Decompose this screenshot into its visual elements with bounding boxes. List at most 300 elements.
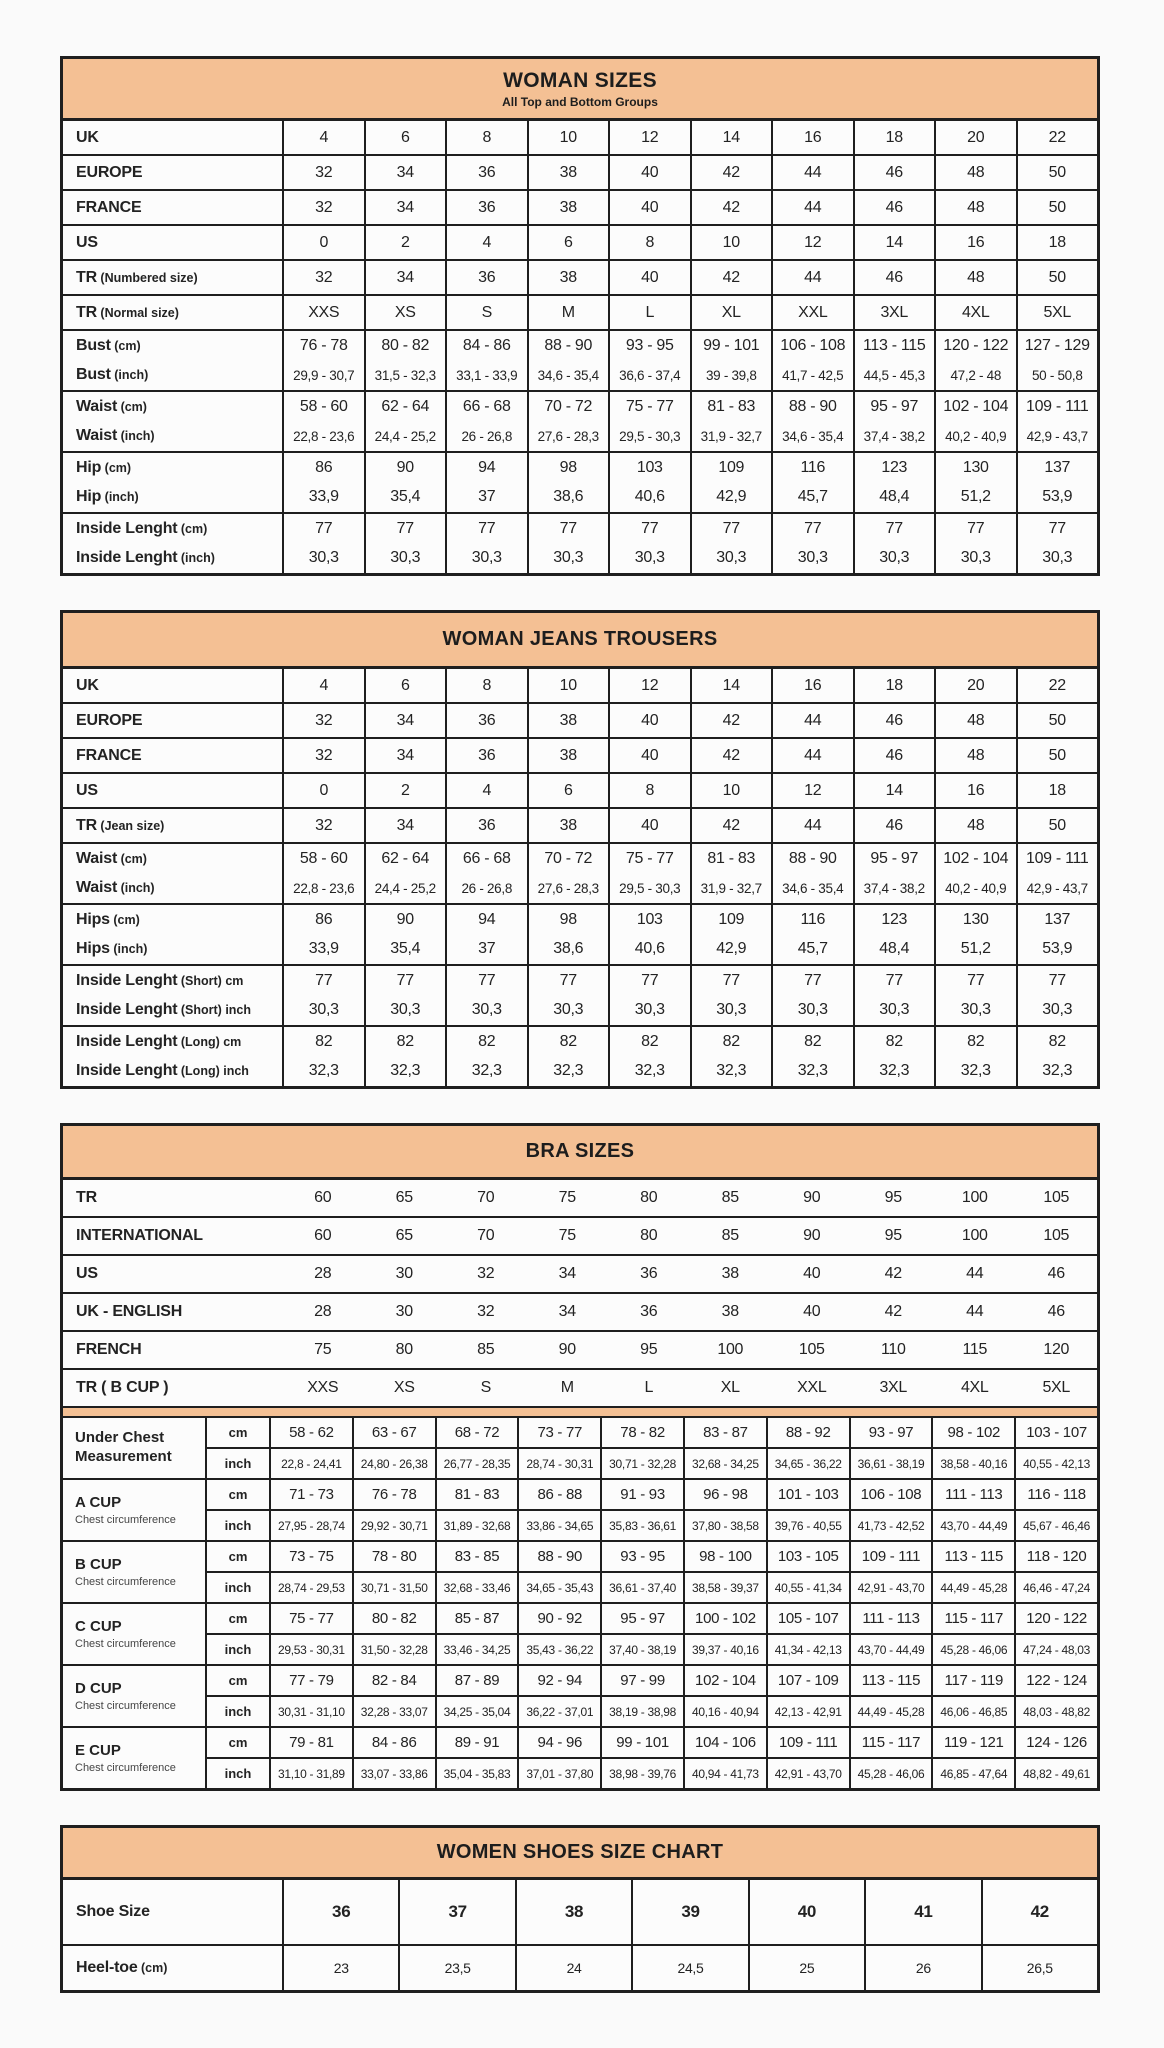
size-value: 14 (722, 128, 740, 146)
size-cell (934, 704, 1016, 737)
size-cell (282, 514, 364, 573)
row-label (76, 996, 282, 1026)
size-cell (690, 191, 772, 224)
size-value: 90 (558, 1341, 576, 1358)
size-value: 6 (563, 233, 573, 251)
size-cell (445, 1294, 527, 1330)
size-value: 30,3 (390, 549, 421, 567)
size-value: 100 (961, 1189, 988, 1206)
size-cell: 101 - 103 (766, 1480, 849, 1509)
size-value: 45,7 (797, 488, 828, 506)
size-cell: 28,74 - 29,53 (269, 1573, 352, 1602)
size-cell (445, 191, 527, 224)
size-cell (690, 1256, 772, 1292)
row-label (76, 704, 282, 737)
size-value: 70 (477, 1227, 495, 1244)
size-value: 48 (967, 711, 985, 729)
size-value: 26 - 26,8 (461, 428, 513, 444)
size-cell (771, 966, 853, 1025)
row-label-cell (63, 774, 282, 807)
size-value: 102 - 104 (943, 849, 1009, 867)
size-cell (853, 1027, 935, 1086)
size-cell (1016, 739, 1098, 772)
size-value: 123 (881, 910, 908, 928)
size-value: 50 (1048, 711, 1066, 729)
size-value: 6 (563, 781, 573, 799)
size-cell (981, 1880, 1097, 1944)
size-value: 82 (885, 1032, 903, 1050)
size-value: 44 (804, 163, 822, 181)
row-label-text: Inside Lenght (76, 1001, 178, 1019)
cup-measure-row (207, 1573, 1097, 1602)
size-cell (1016, 1256, 1098, 1292)
size-value: 30,3 (308, 1001, 339, 1019)
table-row-group (63, 514, 1097, 573)
size-value: 28 (314, 1265, 332, 1282)
size-cell (690, 739, 772, 772)
size-value: 45,7 (797, 940, 828, 958)
size-value: 51,2 (960, 940, 991, 958)
cup-label-cell (63, 1542, 205, 1602)
row-label-note: (inch) (177, 551, 215, 566)
size-value: 46 (885, 268, 903, 286)
size-cell (282, 261, 364, 294)
size-cell (864, 1946, 980, 1990)
size-value: 4 (482, 781, 492, 799)
cup-label-cell (63, 1604, 205, 1664)
size-cell (445, 121, 527, 154)
size-value: 95 (640, 1341, 658, 1358)
size-cell (527, 1294, 609, 1330)
size-value: 34 (396, 163, 414, 181)
size-value: 70 (477, 1189, 495, 1206)
size-value: 0 (319, 781, 329, 799)
size-cell: 116 - 118 (1014, 1480, 1097, 1509)
size-cell: 43,70 - 44,49 (849, 1635, 932, 1664)
size-cell: 99 - 101 (600, 1728, 683, 1757)
size-cell: 81 - 83 (435, 1480, 518, 1509)
size-value: 10 (559, 676, 577, 694)
size-cell (608, 331, 690, 390)
size-value: 93 - 95 (625, 336, 674, 354)
size-cell (608, 156, 690, 189)
size-value: 22 (1048, 676, 1066, 694)
size-cell (1016, 156, 1098, 189)
size-cell: 90 - 92 (517, 1604, 600, 1633)
size-cell (771, 1332, 853, 1368)
size-cell (690, 392, 772, 451)
women-shoes-header (63, 1828, 1097, 1880)
size-cell (1016, 844, 1098, 903)
table-row-group (63, 844, 1097, 905)
size-value: 42 (884, 1303, 902, 1320)
size-value: 77 (967, 519, 985, 537)
row-label-note: (cm) (137, 1961, 168, 1975)
size-value: 40 (641, 816, 659, 834)
row-label (76, 514, 282, 544)
size-cell (364, 1370, 446, 1406)
size-cell (282, 191, 364, 224)
cup-measure-rows (205, 1604, 1097, 1664)
size-value: 32 (315, 816, 333, 834)
size-value: 40 (803, 1303, 821, 1320)
row-label-note: (Short) inch (177, 1003, 252, 1018)
size-cell: 42,91 - 43,70 (766, 1759, 849, 1788)
size-value: 46 (885, 198, 903, 216)
size-value: 77 (1048, 971, 1066, 989)
size-cell (690, 1294, 772, 1330)
row-label (76, 1180, 282, 1216)
size-cell: 44,49 - 45,28 (849, 1697, 932, 1726)
size-cell (853, 331, 935, 390)
row-label (76, 191, 282, 224)
size-value: 33,9 (308, 488, 339, 506)
size-cell: 71 - 73 (269, 1480, 352, 1509)
row-label-text: Inside Lenght (76, 1032, 178, 1050)
size-cell: 38,58 - 39,37 (683, 1573, 766, 1602)
size-cell (934, 966, 1016, 1025)
row-label-cell (63, 669, 282, 702)
size-value: 77 (804, 519, 822, 537)
size-cell (690, 844, 772, 903)
size-value: 100 (961, 1227, 988, 1244)
size-cell (282, 1027, 364, 1086)
size-value: 50 (1048, 746, 1066, 764)
size-value: 23,5 (444, 1960, 471, 1976)
size-cell (515, 1946, 631, 1990)
cup-measure-rows (205, 1728, 1097, 1788)
size-cell: 45,28 - 46,06 (849, 1759, 932, 1788)
size-cell: 24,80 - 26,38 (352, 1449, 435, 1478)
size-cell (1016, 296, 1098, 329)
size-value: 30,3 (634, 1001, 665, 1019)
size-cell (853, 739, 935, 772)
size-value: 32,3 (1042, 1062, 1073, 1080)
size-cell (282, 1332, 364, 1368)
size-value: 29,9 - 30,7 (293, 367, 355, 383)
size-cell: 48,03 - 48,82 (1014, 1697, 1097, 1726)
size-value: 82 (641, 1032, 659, 1050)
size-cell (690, 1370, 772, 1406)
size-value: 30,3 (471, 549, 502, 567)
size-value: 24 (566, 1960, 582, 1976)
row-label-note: (cm) (177, 521, 208, 536)
size-cell (608, 905, 690, 964)
size-value: 18 (885, 676, 903, 694)
size-value: 116 (800, 910, 826, 928)
size-cell (608, 1180, 690, 1216)
woman-sizes-table (60, 56, 1100, 576)
size-cell: 122 - 124 (1014, 1666, 1097, 1695)
size-cell: 98 - 100 (683, 1542, 766, 1571)
size-value: 77 (396, 971, 414, 989)
table-row-group (63, 191, 1097, 226)
size-cell: 36,61 - 37,40 (600, 1573, 683, 1602)
size-value: 32,3 (308, 1062, 339, 1080)
bra-sizes-header (63, 1126, 1097, 1180)
women-shoes-table (60, 1825, 1100, 1993)
size-value: 88 - 90 (788, 849, 837, 867)
size-value: 40 (803, 1265, 821, 1282)
size-value: 24,4 - 25,2 (374, 428, 436, 444)
table-row-group (63, 261, 1097, 296)
size-value: 8 (645, 781, 655, 799)
size-value: 38,6 (553, 488, 584, 506)
size-cell (282, 392, 364, 451)
size-cell (527, 261, 609, 294)
size-cell (690, 261, 772, 294)
size-cell (527, 844, 609, 903)
size-value: 30,3 (634, 549, 665, 567)
woman-jeans-table (60, 610, 1100, 1089)
size-cell (445, 774, 527, 807)
row-label-note: (cm) (117, 399, 147, 414)
size-cell (527, 121, 609, 154)
row-label (76, 121, 282, 154)
size-value: 22,8 - 23,6 (293, 428, 355, 444)
row-label-cell (63, 191, 282, 224)
size-cell (981, 1946, 1097, 1990)
size-cell (445, 966, 527, 1025)
size-value: 36 (478, 163, 496, 181)
size-value: 34,6 - 35,4 (782, 880, 844, 896)
size-cell (934, 1332, 1016, 1368)
size-value: 12 (804, 233, 822, 251)
size-cell: 79 - 81 (269, 1728, 352, 1757)
size-cell (934, 121, 1016, 154)
row-label (76, 296, 282, 329)
size-cell (934, 296, 1016, 329)
size-value: 36 (478, 711, 496, 729)
size-cell (398, 1946, 514, 1990)
size-value: 42 (722, 163, 740, 181)
size-cell: 124 - 126 (1014, 1728, 1097, 1757)
size-cell (934, 156, 1016, 189)
size-cell: 88 - 90 (517, 1542, 600, 1571)
size-value: 53,9 (1042, 940, 1073, 958)
size-cell (364, 296, 446, 329)
size-value: 38 (559, 163, 577, 181)
size-cell (445, 1256, 527, 1292)
size-value: 109 - 111 (1025, 849, 1089, 867)
size-cell (853, 1332, 935, 1368)
size-cell (608, 453, 690, 512)
row-label-note: (Short) cm (177, 973, 244, 988)
cup-row-group (63, 1604, 1097, 1666)
row-label-text: Waist (76, 397, 118, 415)
size-cell (364, 514, 446, 573)
row-label-note: (inch) (117, 429, 155, 444)
size-cell (690, 296, 772, 329)
size-value: 36,6 - 37,4 (619, 367, 681, 383)
size-cell (1016, 966, 1098, 1025)
size-cell (1016, 1027, 1098, 1086)
row-label-cell (63, 1880, 282, 1944)
size-value: 35,4 (390, 940, 421, 958)
size-cell: 29,53 - 30,31 (269, 1635, 352, 1664)
size-value: 32 (477, 1303, 495, 1320)
size-cell: 40,94 - 41,73 (683, 1759, 766, 1788)
size-cell (934, 514, 1016, 573)
size-value: 90 (803, 1189, 821, 1206)
women-shoes-body (63, 1880, 1097, 1990)
size-cell (934, 392, 1016, 451)
size-cell: 36,22 - 37,01 (517, 1697, 600, 1726)
size-cell: 33,07 - 33,86 (352, 1759, 435, 1788)
row-label-note: (inch) (109, 942, 148, 957)
table-row-group (63, 296, 1097, 331)
size-cell (934, 669, 1016, 702)
size-value: 10 (722, 233, 740, 251)
row-label-text: Hip (76, 488, 102, 506)
size-value: 36 (332, 1902, 351, 1921)
size-cell (608, 1256, 690, 1292)
size-cell (445, 514, 527, 573)
size-value: 18 (1048, 233, 1066, 251)
size-value: 77 (967, 971, 985, 989)
size-cell (853, 261, 935, 294)
size-value: 58 - 60 (299, 397, 348, 415)
size-value: 32,3 (471, 1062, 502, 1080)
size-value: 30,3 (1042, 1001, 1073, 1019)
size-value: 22,8 - 23,6 (293, 880, 355, 896)
size-value: 0 (319, 233, 329, 251)
row-label-text: TR ( B CUP ) (76, 1379, 169, 1396)
size-cell (771, 739, 853, 772)
cup-measure-row (207, 1759, 1097, 1788)
size-value: 32 (315, 711, 333, 729)
size-cell (853, 669, 935, 702)
size-cell (282, 669, 364, 702)
table-row-group (63, 1180, 1097, 1218)
size-cell (527, 1370, 609, 1406)
size-cell (282, 296, 364, 329)
size-cell: 39,37 - 40,16 (683, 1635, 766, 1664)
size-cell (364, 809, 446, 842)
size-value: 14 (722, 676, 740, 694)
size-cell: 109 - 111 (766, 1728, 849, 1757)
row-label-note: (Normal size) (96, 305, 179, 320)
size-value: 30,3 (553, 1001, 584, 1019)
size-cell (1016, 809, 1098, 842)
row-label-note: (inch) (101, 490, 139, 505)
size-value: 44 (804, 746, 822, 764)
cup-sublabel: Chest circumference (75, 1699, 176, 1712)
size-cell: 73 - 77 (517, 1418, 600, 1447)
size-value: 16 (967, 233, 985, 251)
size-value: 3XL (879, 1379, 908, 1396)
size-value: 25 (799, 1960, 815, 1976)
size-value: XXL (797, 1379, 827, 1396)
size-value: 44 (804, 816, 822, 834)
table-row-group (63, 1294, 1097, 1332)
size-value: 48,4 (879, 488, 910, 506)
cup-measure-rows (205, 1418, 1097, 1478)
size-value: 88 - 90 (544, 336, 593, 354)
row-label (76, 1370, 282, 1406)
size-cell (690, 121, 772, 154)
size-value: 75 - 77 (625, 849, 674, 867)
size-cell (853, 1294, 935, 1330)
size-value: 81 - 83 (707, 397, 756, 415)
size-cell (364, 331, 446, 390)
size-value: 50 (1048, 816, 1066, 834)
row-label-text: US (76, 1265, 98, 1282)
size-value: 31,9 - 32,7 (700, 880, 762, 896)
row-label (76, 739, 282, 772)
table-row-group (63, 774, 1097, 809)
size-value: 30 (395, 1303, 413, 1320)
size-cell: 33,86 - 34,65 (517, 1511, 600, 1540)
size-cell (771, 1294, 853, 1330)
size-value: 36 (478, 816, 496, 834)
cup-label-cell (63, 1418, 205, 1478)
size-value: XXS (308, 303, 340, 321)
size-cell (690, 669, 772, 702)
cup-row-group (63, 1666, 1097, 1728)
row-label-note: (cm) (101, 460, 132, 475)
row-label-cell (63, 739, 282, 772)
row-label (76, 966, 282, 996)
size-cell (690, 453, 772, 512)
table-title: BRA SIZES (525, 1140, 635, 1162)
row-label-text: FRANCE (76, 746, 142, 764)
size-cell (934, 739, 1016, 772)
size-cell (282, 809, 364, 842)
cup-measure-row (207, 1511, 1097, 1540)
table-row-group (63, 156, 1097, 191)
size-cell (771, 156, 853, 189)
size-cell (527, 1256, 609, 1292)
size-value: 8 (482, 676, 492, 694)
size-value: 85 (721, 1189, 739, 1206)
size-value: 6 (400, 676, 410, 694)
table-title: WOMEN SHOES SIZE CHART (436, 1841, 724, 1863)
size-value: 82 (967, 1032, 985, 1050)
size-cell (608, 1027, 690, 1086)
row-label-cell (63, 331, 282, 390)
size-value: 32,3 (716, 1062, 747, 1080)
size-value: 77 (559, 519, 577, 537)
size-cell: 91 - 93 (600, 1480, 683, 1509)
size-value: 12 (804, 781, 822, 799)
size-value: 22 (1048, 128, 1066, 146)
size-value: 82 (1048, 1032, 1066, 1050)
size-cell (282, 1218, 364, 1254)
size-cell (1016, 453, 1098, 512)
row-label-text: TR (76, 303, 97, 321)
size-cell (445, 1332, 527, 1368)
row-label-note: (inch) (117, 881, 155, 896)
row-label-text: US (76, 233, 98, 251)
size-cell: 45,28 - 46,06 (931, 1635, 1014, 1664)
size-cell (934, 453, 1016, 512)
size-value: 48 (967, 816, 985, 834)
size-value: 42 (1030, 1902, 1049, 1921)
row-label-cell (63, 261, 282, 294)
size-cell: 30,31 - 31,10 (269, 1697, 352, 1726)
size-cell (445, 739, 527, 772)
size-cell (853, 966, 935, 1025)
row-label-note: (Long) inch (177, 1064, 249, 1079)
size-value: 40 (641, 163, 659, 181)
size-cell: 46,85 - 47,64 (931, 1759, 1014, 1788)
size-cell: 111 - 113 (931, 1480, 1014, 1509)
size-value: 31,5 - 32,3 (374, 367, 436, 383)
size-cell: 43,70 - 44,49 (931, 1511, 1014, 1540)
size-cell: 38,19 - 38,98 (600, 1697, 683, 1726)
row-label (76, 226, 282, 259)
